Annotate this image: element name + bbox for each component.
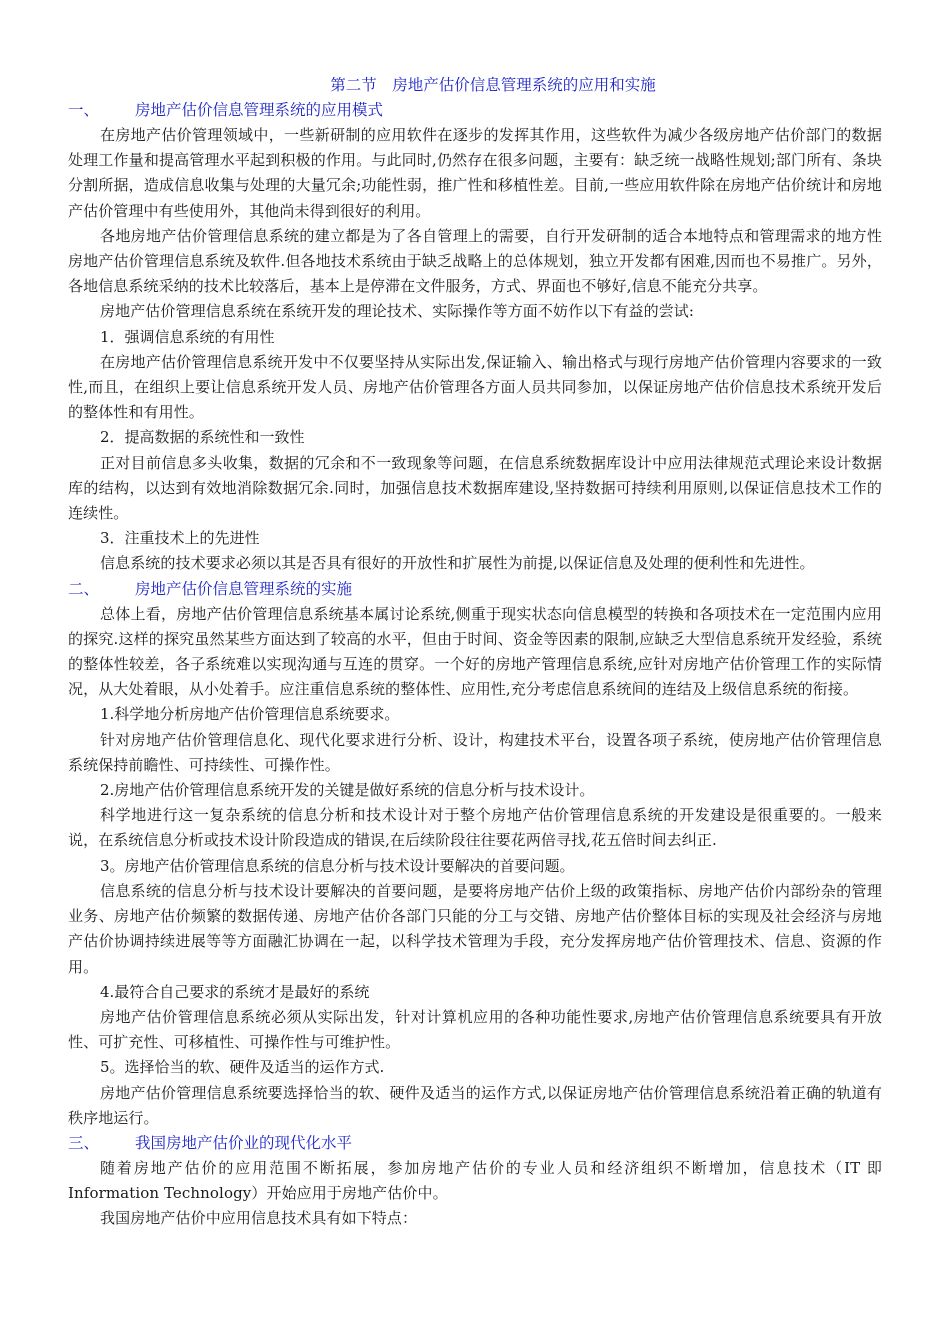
subheading: 4.最符合自己要求的系统才是最好的系统 — [100, 982, 370, 1001]
subheading: 3．注重技术上的先进性 — [100, 529, 260, 548]
heading-3-text: 我国房地产估价业的现代化水平 — [135, 1133, 353, 1152]
paragraph: 在房地产估价管理信息系统开发中不仅要坚持从实际出发,保证输入、输出格式与现行房地产估价管理内容要求的一致性,而且，在组织上要让信息系统开发人员、房地产估价管理各方面人员共同参加，以保证房地产估价信息技术系统开发后的整体性和有用性。 — [68, 352, 882, 422]
heading-1-number: 一、 — [68, 101, 100, 119]
paragraph: 房地产估价管理信息系统必须从实际出发，针对计算机应用的各种功能性要求,房地产估价管理信息系统要具有开放性、可扩充性、可移植性、可操作性与可维护性。 — [68, 1007, 882, 1052]
paragraph: 正对目前信息多头收集，数据的冗余和不一致现象等问题，在信息系统数据库设计中应用法律规范式理论来设计数据库的结构，以达到有效地消除数据冗余.同时，加强信息技术数据库建设,坚持数据可持续利用原则,以保证信息技术工作的连续性。 — [68, 453, 882, 523]
paragraph: 总体上看，房地产估价管理信息系统基本属讨论系统,侧重于现实状态向信息模型的转换和各项技术在一定范围内应用的探究.这样的探究虽然某些方面达到了较高的水平，但由于时间、资金等因素的限制,应缺乏大型信息系统开发经验，系统的整体性较差，各子系统难以实现沟通与互连的贯穿。一个好的房地产管理信息系统,应针对房地产估价管理工作的实际情况，从大处着眼，从小处着手。应注重信息系统的整体性、应用性,充分考虑信息系统间的连结及上级信息系统的衔接。 — [68, 604, 882, 699]
paragraph: 各地房地产估价管理信息系统的建立都是为了各自管理上的需要，自行开发研制的适合本地特点和管理需求的地方性房地产估价管理信息系统及软件.但各地技术系统由于缺乏战略上的总体规划，独立开发都有困难,因而也不易推广。另外，各地信息系统采纳的技术比较落后，基本上是停滞在文件服务，方式、界面也不够好,信息不能充分共享。 — [68, 226, 882, 296]
subheading: 5。选择恰当的软、硬件及适当的运作方式. — [100, 1058, 385, 1077]
subheading: 1.科学地分析房地产估价管理信息系统要求。 — [100, 705, 400, 724]
heading-2 — [68, 577, 882, 602]
paragraph: 房地产估价管理信息系统在系统开发的理论技术、实际操作等方面不妨作以下有益的尝试: — [100, 302, 695, 321]
heading-1-text: 房地产估价信息管理系统的应用模式 — [135, 101, 384, 119]
paragraph: 在房地产估价管理领域中，一些新研制的应用软件在逐步的发挥其作用，这些软件为减少各级房地产估价部门的数据处理工作量和提高管理水平起到积极的作用。与此同时,仍然存在很多问题，主要有：缺乏统一战略性规划;部门所有、条块分割所据，造成信息收集与处理的大量冗余;功能性弱，推广性和移植性差。目前,一些应用软件除在房地产估价统计和房地产估价管理中有些使用外，其他尚未得到很好的利用。 — [68, 126, 882, 220]
heading-3-number: 三、 — [68, 1133, 100, 1152]
subheading: 2.房地产估价管理信息系统开发的关键是做好系统的信息分析与技术设计。 — [100, 781, 595, 800]
paragraph: 我国房地产估价中应用信息技术具有如下特点： — [100, 1209, 418, 1228]
paragraph: 科学地进行这一复杂系统的信息分析和技术设计对于整个房地产估价管理信息系统的开发建设是很重要的。一般来说，在系统信息分析或技术设计阶段造成的错误,在后续阶段往往要花两倍寻找,花五倍时间去纠正. — [68, 806, 882, 850]
section-title: 第二节 房地产估价信息管理系统的应用和实施 — [330, 76, 656, 94]
heading-2-text: 房地产估价信息管理系统的实施 — [135, 579, 353, 598]
document-page — [68, 72, 882, 1232]
paragraph: 针对房地产估价管理信息化、现代化要求进行分析、设计，构建技术平台，设置各项子系统，使房地产估价管理信息系统保持前瞻性、可持续性、可操作性。 — [68, 730, 882, 774]
heading-1 — [68, 98, 882, 123]
paragraph: 随着房地产估价的应用范围不断拓展，参加房地产估价的专业人员和经济组织不断增加，信息技术（IT 即 Information Technology）开始应用于房地产估价中。 — [68, 1158, 882, 1203]
paragraph: 信息系统的技术要求必须以其是否具有很好的开放性和扩展性为前提,以保证信息及处理的便利性和先进性。 — [100, 554, 815, 573]
paragraph: 房地产估价管理信息系统要选择恰当的软、硬件及适当的运作方式,以保证房地产估价管理信息系统沿着正确的轨道有秩序地运行。 — [68, 1083, 882, 1127]
heading-3 — [68, 1131, 882, 1156]
heading-2-number: 二、 — [68, 579, 100, 598]
subheading: 3。房地产估价管理信息系统的信息分析与技术设计要解决的首要问题。 — [100, 856, 575, 875]
paragraph: 信息系统的信息分析与技术设计要解决的首要问题，是要将房地产估价上级的政策指标、房地产估价内部纷杂的管理业务、房地产估价频繁的数据传递、房地产估价各部门只能的分工与交错、房地产估价整体目标的实现及社会经济与房地产估价协调持续进展等等方面融汇协调在一起，以科学技术管理为手段，充分发挥房地产估价管理技术、信息、资源的作用。 — [68, 881, 882, 976]
subheading: 2．提高数据的系统性和一致性 — [100, 428, 305, 447]
subheading: 1．强调信息系统的有用性 — [100, 327, 275, 346]
